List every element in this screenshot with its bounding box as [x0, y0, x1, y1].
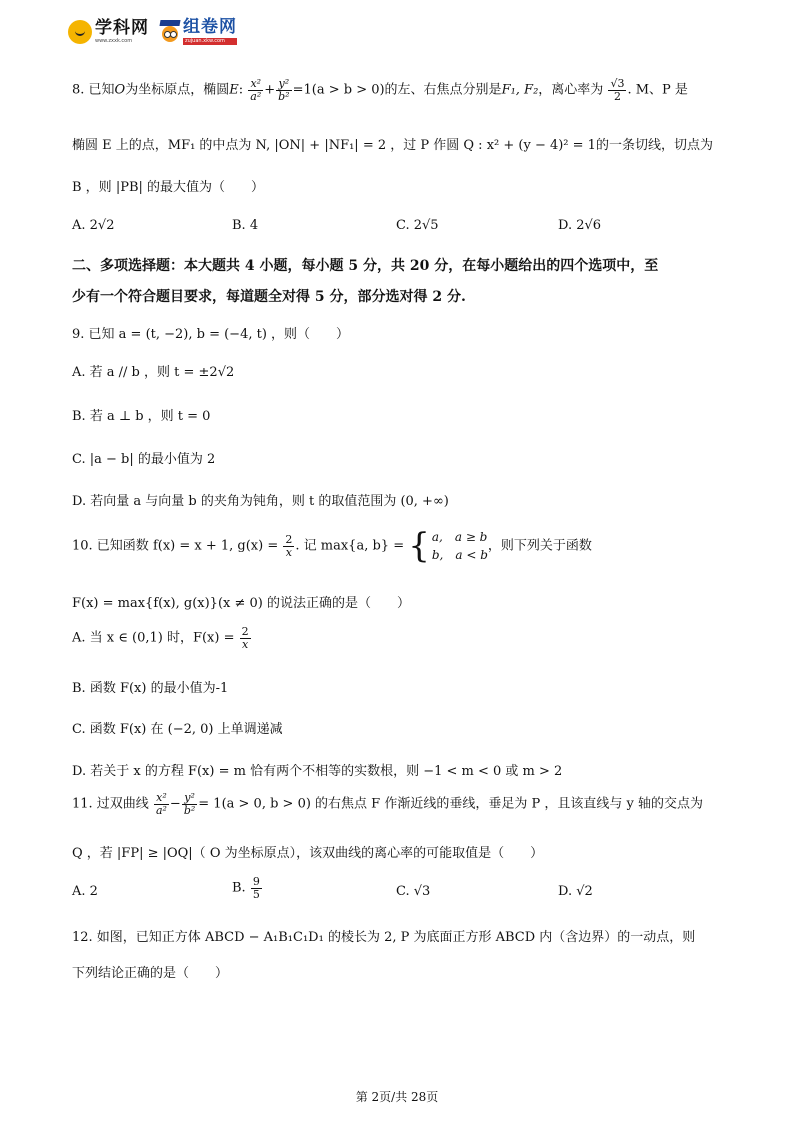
xuekewang-logo — [68, 20, 149, 44]
logo1-text: 学科网 — [95, 18, 149, 38]
hyperbola-x-fraction: $\frac{\text{x²}}{\text{a²}}$ — [155, 791, 167, 817]
g-fraction: $\frac{2}{x}$ — [285, 532, 293, 559]
q10-stem-line1: 10. 已知函数 f(x) = x + 1, g(x) = $\frac{2}{x}$ . 记 max{a, b} = { a, a ≥ b b, a < b ，则下列关于函数 — [72, 526, 592, 566]
hyperbola-y-fraction: $\frac{\text{y²}}{\text{b²}}$ — [183, 791, 196, 817]
q10-option-d[interactable]: D. 若关于 x 的方程 F(x) = m 恰有两个不相等的实数根，则 −1 < m < 0 或 m > 2 — [72, 764, 563, 779]
logo2-sub: zujuan.xkw.com — [183, 38, 237, 45]
max-piecewise: { a, a ≥ b b, a < b — [408, 526, 488, 566]
smiley-icon — [68, 20, 92, 44]
q11-option-d[interactable]: D. √2 — [558, 884, 593, 899]
q8-option-a[interactable]: A. 2√2 — [72, 218, 115, 233]
q10-option-c[interactable]: C. 函数 F(x) 在 (−2, 0) 上单调递减 — [72, 722, 283, 737]
section2-heading-line1: 二、多项选择题：本大题共 4 小题，每小题 5 分，共 20 分，在每小题给出的四个选项中，至 — [72, 258, 659, 274]
q9-stem: 9. 已知 a = (t, −2), b = (−4, t) ，则（ ） — [72, 327, 350, 342]
q8-option-b[interactable]: B. 4 — [232, 218, 259, 233]
q12-stem-line2: 下列结论正确的是（ ） — [72, 966, 229, 981]
q12-stem-line1: 12. 如图，已知正方体 ABCD − A₁B₁C₁D₁ 的棱长为 2, P 为底面正方形 ABCD 内（含边界）的一动点，则 — [72, 930, 696, 945]
q11-option-a[interactable]: A. 2 — [72, 884, 98, 899]
section2-heading-line2: 少有一个符合题目要求，每道题全对得 5 分，部分选对得 2 分. — [72, 289, 466, 305]
q8-line3: B ，则 |PB| 的最大值为（ ） — [72, 180, 265, 195]
q11-stem-line2: Q ，若 |FP| ≥ |OQ|（ O 为坐标原点），该双曲线的离心率的可能取值是（ ） — [72, 846, 544, 861]
q9-option-c[interactable]: C. |a − b| 的最小值为 2 — [72, 452, 216, 467]
owl-mascot-icon — [159, 20, 181, 44]
q11-option-c[interactable]: C. √3 — [396, 884, 431, 899]
ellipse-y-fraction: $\frac{\text{y²}}{\text{b²}}$ — [278, 77, 290, 103]
logo2-text: 组卷网 — [183, 17, 237, 37]
q8-line2: 椭圆 E 上的点，MF₁ 的中点为 N, |ON| + |NF₁| = 2 ，过 P 作圆 Q : x² + (y − 4)² = 1的一条切线，切点为 — [72, 138, 713, 153]
page-footer: 第 2页/共 28页 — [355, 1090, 439, 1104]
q8-option-c[interactable]: C. 2√5 — [396, 218, 439, 233]
q10-option-b[interactable]: B. 函数 F(x) 的最小值为-1 — [72, 681, 229, 696]
q8-line1: 8. 已知O为坐标原点，椭圆E: $\frac{\text{x²}}{\text{a²}}$ + $\frac{\text{y²}}{\text{b²}}$ =1(a > b > 0)的左、右焦点分别是F₁, F₂，离心率为 $\frac{√3}{2}$ . M、P 是 — [72, 77, 688, 103]
q9-option-a[interactable]: A. 若 a // b ，则 t = ±2√2 — [72, 365, 235, 380]
q9-option-d[interactable]: D. 若向量 a 与向量 b 的夹角为钝角，则 t 的取值范围为 (0, +∞) — [72, 494, 449, 509]
q11-option-b[interactable]: B. $\frac{9}{5}$ — [232, 875, 260, 901]
q10-stem-line2: F(x) = max{f(x), g(x)}(x ≠ 0) 的说法正确的是（ ） — [72, 596, 410, 611]
eccentricity-fraction: $\frac{√3}{2}$ — [610, 77, 625, 103]
ellipse-x-fraction: $\frac{\text{x²}}{\text{a²}}$ — [250, 77, 262, 103]
q10-option-a[interactable]: A. 当 x ∈ (0,1) 时，F(x) = $\frac{2}{x}$ — [72, 625, 249, 651]
q9-option-b[interactable]: B. 若 a ⊥ b ，则 t = 0 — [72, 409, 211, 424]
q10-a-fraction: $\frac{2}{x}$ — [241, 625, 249, 651]
logo1-sub: www.zxxk.com — [95, 38, 133, 44]
q8-option-d[interactable]: D. 2√6 — [558, 218, 602, 233]
zujuanwang-logo — [159, 19, 237, 45]
header-logos — [68, 12, 237, 52]
q11-stem-line1: 11. 过双曲线 $\frac{\text{x²}}{\text{a²}}$ − $\frac{\text{y²}}{\text{b²}}$ = 1(a > 0, b > 0) 的右焦点 F 作渐近线的垂线，垂足为 P ，且该直线与 y 轴的交点为 — [72, 791, 703, 817]
